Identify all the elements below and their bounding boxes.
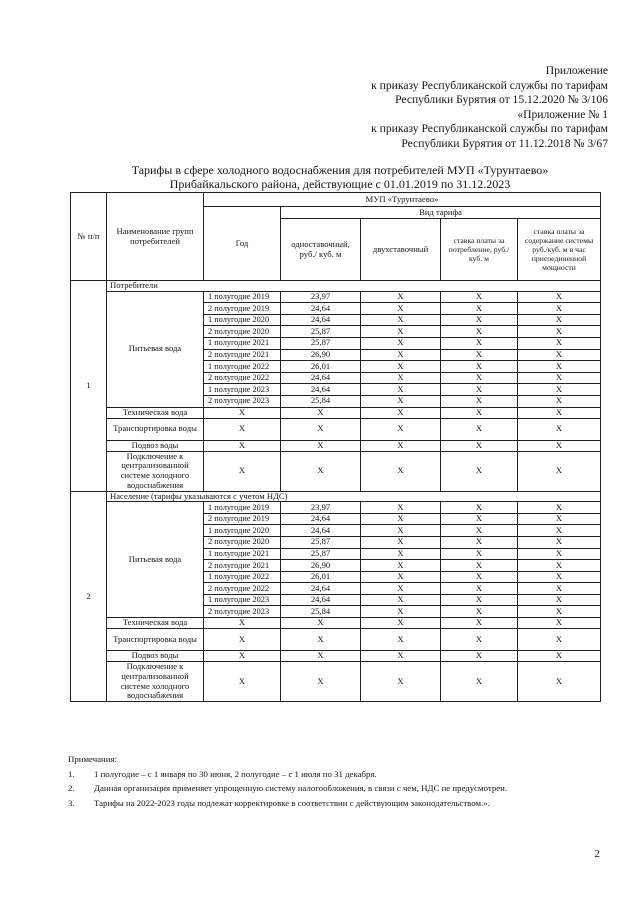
tariff-value: 25,87 bbox=[281, 548, 361, 560]
x-cell: X bbox=[441, 594, 518, 606]
x-cell: X bbox=[361, 606, 441, 618]
tariff-value: 25,84 bbox=[281, 606, 361, 618]
x-cell: X bbox=[361, 303, 441, 315]
period-cell: 1 полугодие 2021 bbox=[204, 337, 281, 349]
x-cell: X bbox=[361, 326, 441, 338]
x-cell: X bbox=[361, 418, 441, 440]
tariff-value: 24,64 bbox=[281, 303, 361, 315]
x-cell: X bbox=[441, 606, 518, 618]
x-cell: X bbox=[361, 571, 441, 583]
x-cell: X bbox=[441, 337, 518, 349]
x-cell: X bbox=[281, 629, 361, 651]
header-year: Год bbox=[204, 207, 281, 281]
x-cell: X bbox=[361, 384, 441, 396]
tariff-value: 24,64 bbox=[281, 314, 361, 326]
tariff-value: 26,90 bbox=[281, 560, 361, 572]
page-number: 2 bbox=[594, 848, 600, 860]
x-cell: X bbox=[518, 326, 601, 338]
x-cell: X bbox=[441, 513, 518, 525]
period-cell: 2 полугодие 2020 bbox=[204, 326, 281, 338]
x-cell: X bbox=[441, 536, 518, 548]
period-cell: 1 полугодие 2020 bbox=[204, 525, 281, 537]
x-cell: X bbox=[518, 583, 601, 595]
period-cell: 2 полугодие 2019 bbox=[204, 303, 281, 315]
x-cell: X bbox=[361, 594, 441, 606]
x-cell: X bbox=[441, 525, 518, 537]
x-cell: X bbox=[361, 395, 441, 407]
tariff-value: 24,64 bbox=[281, 384, 361, 396]
period-cell: 1 полугодие 2022 bbox=[204, 361, 281, 373]
header-line: «Приложение № 1 bbox=[517, 107, 608, 121]
technical-water: Техническая вода bbox=[107, 618, 204, 629]
header-line: Республики Бурятия от 11.12.2018 № 3/67 bbox=[401, 136, 608, 150]
x-cell: X bbox=[361, 337, 441, 349]
tariff-value: 23,97 bbox=[281, 291, 361, 303]
x-cell: X bbox=[281, 451, 361, 491]
x-cell: X bbox=[518, 502, 601, 514]
x-cell: X bbox=[441, 502, 518, 514]
x-cell: X bbox=[361, 372, 441, 384]
connection-fee: Подключение к централизованной системе холодного водоснабжения bbox=[107, 662, 204, 702]
period-cell: 1 полугодие 2021 bbox=[204, 548, 281, 560]
x-cell: X bbox=[361, 618, 441, 629]
period-cell: 1 полугодие 2022 bbox=[204, 571, 281, 583]
header-one-part: одноставочный, руб./ куб. м bbox=[281, 219, 361, 281]
period-cell: 2 полугодие 2022 bbox=[204, 372, 281, 384]
x-cell: X bbox=[441, 361, 518, 373]
document-title bbox=[60, 163, 620, 191]
header-two-part: двухставочный bbox=[361, 219, 441, 281]
tariff-value: 24,64 bbox=[281, 583, 361, 595]
tariff-value: 24,64 bbox=[281, 594, 361, 606]
tariff-value: 24,64 bbox=[281, 513, 361, 525]
x-cell: X bbox=[361, 440, 441, 451]
x-cell: X bbox=[518, 395, 601, 407]
tariff-table bbox=[70, 192, 601, 702]
tariff-value: 23,97 bbox=[281, 502, 361, 514]
x-cell: X bbox=[361, 502, 441, 514]
period-cell: 1 полугодие 2019 bbox=[204, 291, 281, 303]
x-cell: X bbox=[204, 440, 281, 451]
section-label: Потребители bbox=[107, 281, 601, 292]
header-org: МУП «Турунтаево» bbox=[204, 193, 601, 207]
header-capacity-rate: ставка платы за содержание системы руб./куб. м в час присоединенной мощности bbox=[518, 219, 601, 281]
x-cell: X bbox=[518, 594, 601, 606]
period-cell: 1 полугодие 2023 bbox=[204, 384, 281, 396]
x-cell: X bbox=[361, 349, 441, 361]
section-number: 1 bbox=[71, 281, 107, 492]
section-label: Население (тарифы указываются с учетом НДС) bbox=[107, 491, 601, 502]
tariff-value: 26,90 bbox=[281, 349, 361, 361]
x-cell: X bbox=[281, 618, 361, 629]
x-cell: X bbox=[518, 525, 601, 537]
x-cell: X bbox=[518, 440, 601, 451]
x-cell: X bbox=[361, 291, 441, 303]
x-cell: X bbox=[441, 372, 518, 384]
header-line: к приказу Республиканской службы по тарифам bbox=[371, 78, 608, 92]
tariff-value: 26,01 bbox=[281, 361, 361, 373]
x-cell: X bbox=[361, 662, 441, 702]
period-cell: 2 полугодие 2022 bbox=[204, 583, 281, 595]
x-cell: X bbox=[518, 651, 601, 662]
x-cell: X bbox=[518, 407, 601, 418]
x-cell: X bbox=[204, 451, 281, 491]
document-header bbox=[371, 64, 608, 152]
note-item: 3. Тарифы на 2022-2023 годы подлежат корректировке в соответствии с действующим законодательством.». bbox=[68, 797, 490, 808]
x-cell: X bbox=[204, 618, 281, 629]
tariff-value: 25,84 bbox=[281, 395, 361, 407]
technical-water: Техническая вода bbox=[107, 407, 204, 418]
x-cell: X bbox=[281, 662, 361, 702]
x-cell: X bbox=[361, 451, 441, 491]
x-cell: X bbox=[361, 513, 441, 525]
x-cell: X bbox=[518, 372, 601, 384]
x-cell: X bbox=[204, 629, 281, 651]
header-line: к приказу Республиканской службы по тарифам bbox=[371, 122, 608, 136]
x-cell: X bbox=[518, 513, 601, 525]
tariff-value: 25,87 bbox=[281, 326, 361, 338]
period-cell: 1 полугодие 2023 bbox=[204, 594, 281, 606]
x-cell: X bbox=[441, 395, 518, 407]
x-cell: X bbox=[441, 548, 518, 560]
notes-heading: Примечания: bbox=[68, 754, 117, 764]
x-cell: X bbox=[518, 451, 601, 491]
x-cell: X bbox=[441, 349, 518, 361]
header-tariff-type: Вид тарифа bbox=[281, 207, 601, 219]
x-cell: X bbox=[204, 662, 281, 702]
drinking-water: Питьевая вода bbox=[107, 291, 204, 407]
section-number: 2 bbox=[71, 491, 107, 702]
x-cell: X bbox=[518, 361, 601, 373]
water-transport: Транспортировка воды bbox=[107, 629, 204, 651]
x-cell: X bbox=[441, 618, 518, 629]
x-cell: X bbox=[361, 548, 441, 560]
header-group: Наименование групп потребителей bbox=[107, 193, 204, 281]
x-cell: X bbox=[441, 407, 518, 418]
period-cell: 2 полугодие 2019 bbox=[204, 513, 281, 525]
x-cell: X bbox=[361, 525, 441, 537]
drinking-water: Питьевая вода bbox=[107, 502, 204, 618]
x-cell: X bbox=[441, 583, 518, 595]
x-cell: X bbox=[281, 418, 361, 440]
period-cell: 1 полугодие 2019 bbox=[204, 502, 281, 514]
period-cell: 2 полугодие 2023 bbox=[204, 606, 281, 618]
x-cell: X bbox=[441, 303, 518, 315]
x-cell: X bbox=[518, 536, 601, 548]
header-line: Республики Бурятия от 15.12.2020 № 3/106 bbox=[395, 93, 608, 107]
x-cell: X bbox=[441, 451, 518, 491]
tariff-value: 26,01 bbox=[281, 571, 361, 583]
x-cell: X bbox=[204, 651, 281, 662]
header-num: № п/п bbox=[71, 193, 107, 281]
x-cell: X bbox=[518, 337, 601, 349]
x-cell: X bbox=[361, 314, 441, 326]
period-cell: 1 полугодие 2020 bbox=[204, 314, 281, 326]
x-cell: X bbox=[361, 583, 441, 595]
x-cell: X bbox=[518, 606, 601, 618]
x-cell: X bbox=[518, 384, 601, 396]
x-cell: X bbox=[441, 440, 518, 451]
water-transport: Транспортировка воды bbox=[107, 418, 204, 440]
x-cell: X bbox=[204, 418, 281, 440]
x-cell: X bbox=[361, 361, 441, 373]
note-item: 1. 1 полугодие – с 1 января по 30 июня, 2 полугодие – с 1 июля по 31 декабря. bbox=[68, 768, 377, 779]
x-cell: X bbox=[518, 349, 601, 361]
x-cell: X bbox=[518, 560, 601, 572]
x-cell: X bbox=[441, 651, 518, 662]
x-cell: X bbox=[361, 536, 441, 548]
x-cell: X bbox=[281, 440, 361, 451]
header-line: Приложение bbox=[545, 64, 608, 77]
title-line-2: Прибайкальского района, действующие с 01.01.2019 по 31.12.2023 bbox=[169, 177, 511, 191]
x-cell: X bbox=[441, 629, 518, 651]
x-cell: X bbox=[281, 407, 361, 418]
header-usage-rate: ставка платы за потребление, руб./ куб. м bbox=[441, 219, 518, 281]
x-cell: X bbox=[361, 560, 441, 572]
x-cell: X bbox=[518, 662, 601, 702]
x-cell: X bbox=[518, 314, 601, 326]
period-cell: 2 полугодие 2021 bbox=[204, 349, 281, 361]
water-delivery: Подвоз воды bbox=[107, 651, 204, 662]
tariff-value: 24,64 bbox=[281, 525, 361, 537]
note-item: 2. Данная организация применяет упрощенную систему налогообложения, в связи с чем, НДС не предусмотрен. bbox=[68, 783, 508, 793]
x-cell: X bbox=[518, 548, 601, 560]
x-cell: X bbox=[518, 303, 601, 315]
x-cell: X bbox=[361, 407, 441, 418]
x-cell: X bbox=[441, 418, 518, 440]
x-cell: X bbox=[441, 662, 518, 702]
x-cell: X bbox=[441, 326, 518, 338]
x-cell: X bbox=[204, 407, 281, 418]
tariff-value: 25,87 bbox=[281, 337, 361, 349]
x-cell: X bbox=[518, 571, 601, 583]
x-cell: X bbox=[518, 629, 601, 651]
period-cell: 2 полугодие 2021 bbox=[204, 560, 281, 572]
x-cell: X bbox=[361, 629, 441, 651]
x-cell: X bbox=[518, 418, 601, 440]
x-cell: X bbox=[281, 651, 361, 662]
water-delivery: Подвоз воды bbox=[107, 440, 204, 451]
x-cell: X bbox=[441, 291, 518, 303]
x-cell: X bbox=[518, 618, 601, 629]
tariff-value: 24,64 bbox=[281, 372, 361, 384]
period-cell: 2 полугодие 2020 bbox=[204, 536, 281, 548]
x-cell: X bbox=[518, 291, 601, 303]
tariff-value: 25,87 bbox=[281, 536, 361, 548]
x-cell: X bbox=[441, 384, 518, 396]
notes bbox=[68, 752, 507, 810]
x-cell: X bbox=[441, 571, 518, 583]
period-cell: 2 полугодие 2023 bbox=[204, 395, 281, 407]
connection-fee: Подключение к централизованной системе холодного водоснабжения bbox=[107, 451, 204, 491]
x-cell: X bbox=[361, 651, 441, 662]
x-cell: X bbox=[441, 314, 518, 326]
title-line-1: Тарифы в сфере холодного водоснабжения для потребителей МУП «Турунтаево» bbox=[131, 163, 549, 177]
x-cell: X bbox=[441, 560, 518, 572]
